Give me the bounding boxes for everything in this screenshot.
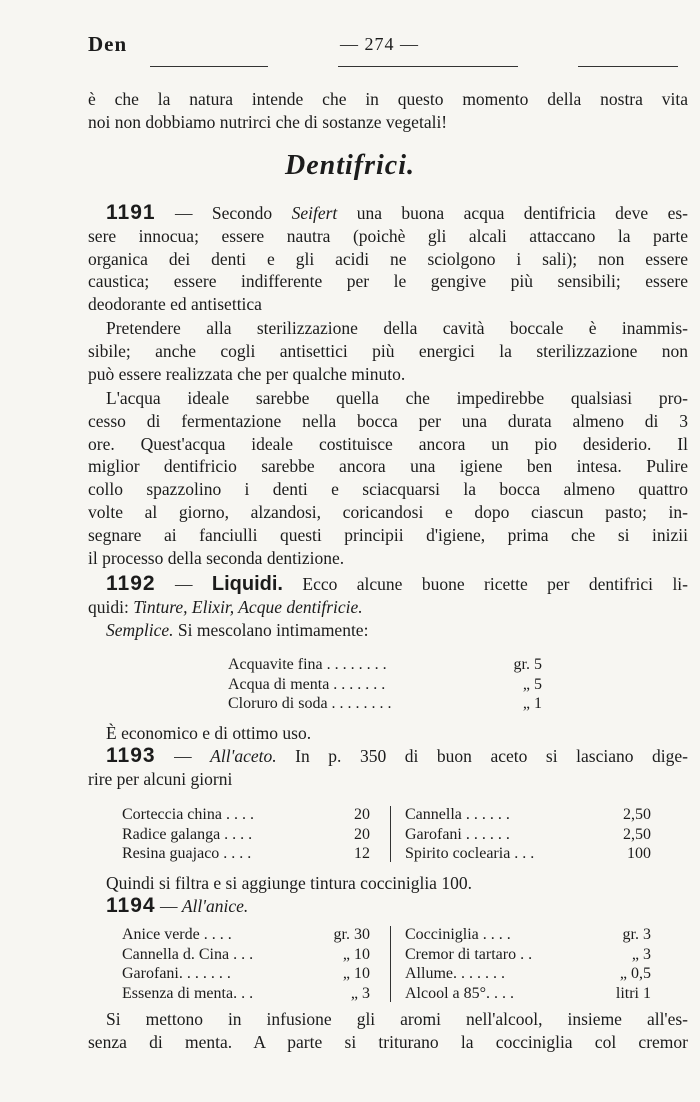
paragraph <box>88 1008 688 1054</box>
text-line: Quindi si filtra e si aggiunge tintura cocciniglia 100. <box>106 873 472 893</box>
text-line: rire per alcuni giorni <box>88 768 233 789</box>
recipe-name: All'aceto. <box>210 745 277 766</box>
recipe-list-left <box>122 925 370 1003</box>
text-line: senza di menta. A parte si triturano la cocciniglia col cremor <box>88 1031 688 1052</box>
text-line: ore. Quest'acqua ideale costituisce ancora un pio desiderio. Il <box>88 433 688 454</box>
text-line: quidi: Tinture, Elixir, Acque dentifricie. <box>88 596 363 617</box>
text-line: È economico e di ottimo uso. <box>106 723 312 743</box>
paragraph-1192 <box>88 573 688 641</box>
paragraph-number: 1192 <box>106 572 156 595</box>
recipe-row: Cannella d. Cina . . . „ 10 <box>122 945 370 963</box>
text-line: 1192 — Liquidi. Ecco alcune buone ricette per dentifrici li- <box>106 572 688 595</box>
text-line: miglior dentifricio sarebbe ancora una igiene ben intesa. Pulire <box>88 456 688 477</box>
column-divider <box>390 926 391 1002</box>
recipe-row: Cocciniglia . . . . gr. 3 <box>405 926 651 943</box>
paragraph-1194 <box>88 872 688 918</box>
text-line: noi non dobbiamo nutrirci che di sostanze vegetali! <box>88 111 448 132</box>
recipe-row: Corteccia china . . . . 20 <box>122 806 370 823</box>
text-line: deodorante ed antisettica <box>88 294 262 315</box>
text-line: caustica; essere indifferente per le gengive più sensibili; essere <box>88 271 688 292</box>
section-title: Dentifrici. <box>285 150 415 181</box>
text-line: 1191 — Secondo Seifert una buona acqua dentifricia deve es- <box>106 201 688 224</box>
recipe-row: Garofani . . . . . . 2,50 <box>405 825 651 843</box>
column-divider <box>390 806 391 862</box>
text-line: Si mettono in infusione gli aromi nell'alcool, insieme all'es- <box>106 1009 688 1029</box>
recipe-row: Cremor di tartaro . . „ 3 <box>405 945 651 963</box>
paragraph-number: 1194 <box>106 893 156 917</box>
recipe-row: Spirito coclearia . . . 100 <box>405 845 651 862</box>
recipe-row: Radice galanga . . . . 20 <box>122 825 370 843</box>
text-line: organica dei denti e gli acidi ne sciolgono i sali); non essere <box>88 248 688 269</box>
recipe-row: Acqua di menta . . . . . . . „ 5 <box>228 675 542 693</box>
page-number: — 274 — <box>340 34 419 54</box>
running-head: Den <box>88 32 128 56</box>
text-line: sere innocua; essere nautra (poichè gli alcali attaccano la parte <box>88 225 688 246</box>
text-line: Semplice. Si mescolano intimamente: <box>106 619 369 640</box>
header-rule <box>338 66 518 67</box>
paragraph-1193 <box>88 722 688 790</box>
recipe-row: Resina guajaco . . . . 12 <box>122 845 370 862</box>
recipe-row: Essenza di menta. . . „ 3 <box>122 984 370 1002</box>
paragraph-number: 1191 <box>106 201 156 224</box>
text-line: 1194 — All'anice. <box>106 893 249 917</box>
text-line: 1193 — All'aceto. In p. 350 di buon aceto si lasciano dige- <box>106 743 689 767</box>
recipe-list-right <box>405 805 651 864</box>
text-line: è che la natura intende che in questo momento della nostra vita <box>88 89 688 109</box>
recipe-list-right <box>405 925 651 1003</box>
text-line: segnare ai fanciulli questi principii d'igiene, prima che si inizii <box>88 524 688 545</box>
text-line: sibile; anche cogli antisettici più energici la sterilizzazione non <box>88 340 688 361</box>
author-name: Seifert <box>291 203 338 223</box>
recipe-row: Cloruro di soda . . . . . . . . „ 1 <box>228 695 542 712</box>
text-line: il processo della seconda dentizione. <box>88 547 345 568</box>
recipe-row: Cannella . . . . . . 2,50 <box>405 806 651 823</box>
text-line: può essere realizzata che per qualche minuto. <box>88 363 406 384</box>
text-line: collo spazzolino i denti e sciacquarsi la bocca almeno quattro <box>88 479 688 500</box>
recipe-name: Semplice. <box>106 619 174 640</box>
paragraph-number: 1193 <box>106 743 156 767</box>
recipe-name: All'anice. <box>181 895 249 916</box>
text-line: cesso di fermentazione nella bocca per una durata almeno di 3 <box>88 410 688 431</box>
text-line: volte al giorno, alzandosi, coricandosi e dopo ciascun pasto; in- <box>88 501 688 522</box>
subsection-heading: Liquidi. <box>211 573 283 595</box>
recipe-row: Allume. . . . . . . „ 0,5 <box>405 965 651 982</box>
recipe-list <box>228 655 542 714</box>
recipe-row: Alcool a 85°. . . . litri 1 <box>405 984 651 1002</box>
paragraph-1191 <box>88 202 688 316</box>
recipe-row: Anice verde . . . . gr. 30 <box>122 926 370 943</box>
paragraph <box>88 387 688 569</box>
recipe-row: Garofani. . . . . . . „ 10 <box>122 965 370 982</box>
intro-paragraph <box>88 88 688 134</box>
recipe-list-left <box>122 805 370 864</box>
paragraph <box>88 317 688 385</box>
recipe-row: Acquavite fina . . . . . . . . gr. 5 <box>228 656 542 673</box>
header-rule <box>150 66 268 67</box>
text-line: Pretendere alla sterilizzazione della cavità boccale è inammis- <box>106 318 688 338</box>
text-line: L'acqua ideale sarebbe quella che impedirebbe qualsiasi pro- <box>106 388 688 408</box>
header-rule <box>578 66 678 67</box>
page-header <box>88 32 688 62</box>
